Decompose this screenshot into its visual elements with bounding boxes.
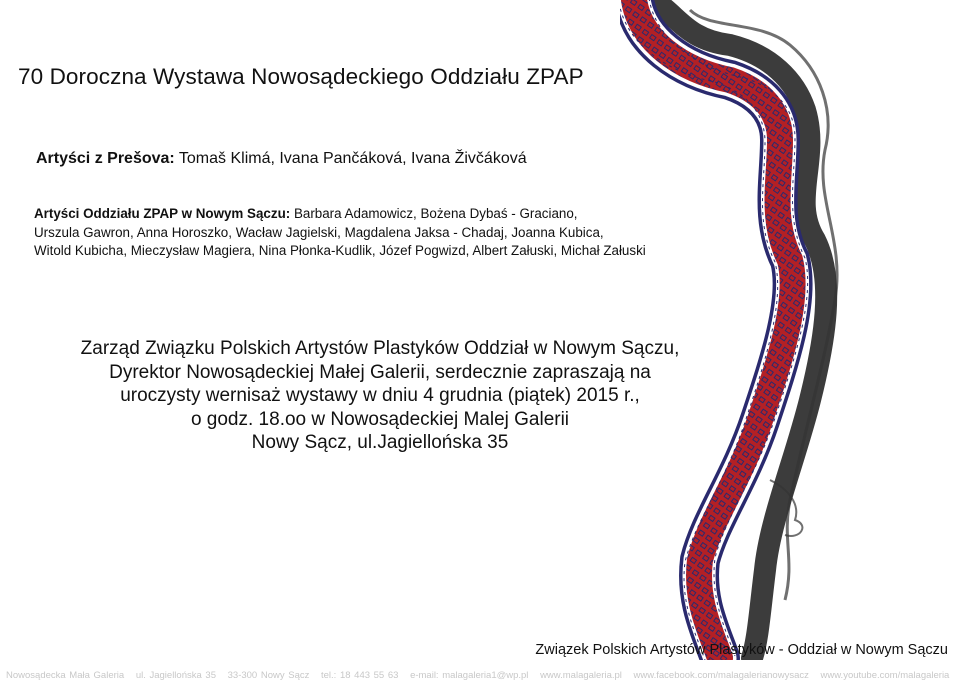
presov-names: Tomaš Klimá, Ivana Pančáková, Ivana Živčáková [174,150,527,167]
invitation-line: uroczysty wernisaż wystawy w dniu 4 grudnia (piątek) 2015 r., [120,385,640,406]
presov-label: Artyści z Prešova: [36,150,175,167]
contact-phone: tel.: 18 443 55 63 [321,670,399,681]
exhibition-title: 70 Doroczna Wystawa Nowosądeckiego Oddziału ZPAP [18,64,584,89]
river-artwork [620,0,960,660]
invitation-line: Zarząd Związku Polskich Artystów Plastyków Oddział w Nowym Sączu, [80,338,680,359]
invitation-line: Nowy Sącz, ul.Jagiellońska 35 [251,432,509,453]
contact-city: 33-300 Nowy Sącz [227,670,310,681]
contact-bar [6,670,957,681]
zpap-artists [34,205,646,261]
presov-artists [36,150,527,168]
zpap-names-2: Urszula Gawron, Anna Horoszko, Wacław Jagielski, Magdalena Jaksa - Chadaj, Joanna Kubica, [34,224,604,240]
invitation-line: o godz. 18.oo w Nowosądeckiej Malej Galerii [190,408,570,430]
zpap-names-3: Witold Kubicha, Mieczysław Magiera, Nina Płonka-Kudlik, Józef Pogwizd, Albert Załuski, Michał Załuski [34,243,646,259]
contact-gallery-name: Nowosądecka Mała Galeria [6,670,125,681]
contact-youtube-link[interactable]: www.youtube.com/malagaleria [820,670,950,681]
zpap-label: Artyści Oddziału ZPAP w Nowym Sączu: [34,206,291,221]
contact-street: ul. Jagiellońska 35 [135,670,216,681]
contact-email[interactable]: e-mail: malagaleria1@wp.pl [410,670,529,681]
invitation-line: Dyrektor Nowosądeckiej Małej Galerii, serdecznie zapraszają na [109,361,651,383]
contact-facebook-link[interactable]: www.facebook.com/malagalerianowysacz [633,670,809,681]
zpap-names-1: Barbara Adamowicz, Bożena Dybaś - Graciano, [290,206,578,221]
footer-organization: Związek Polskich Artystów Plastyków - Oddział w Nowym Sączu [535,642,948,658]
contact-website-link[interactable]: www.malagaleria.pl [540,670,622,681]
zpap-line-1 [34,205,646,224]
